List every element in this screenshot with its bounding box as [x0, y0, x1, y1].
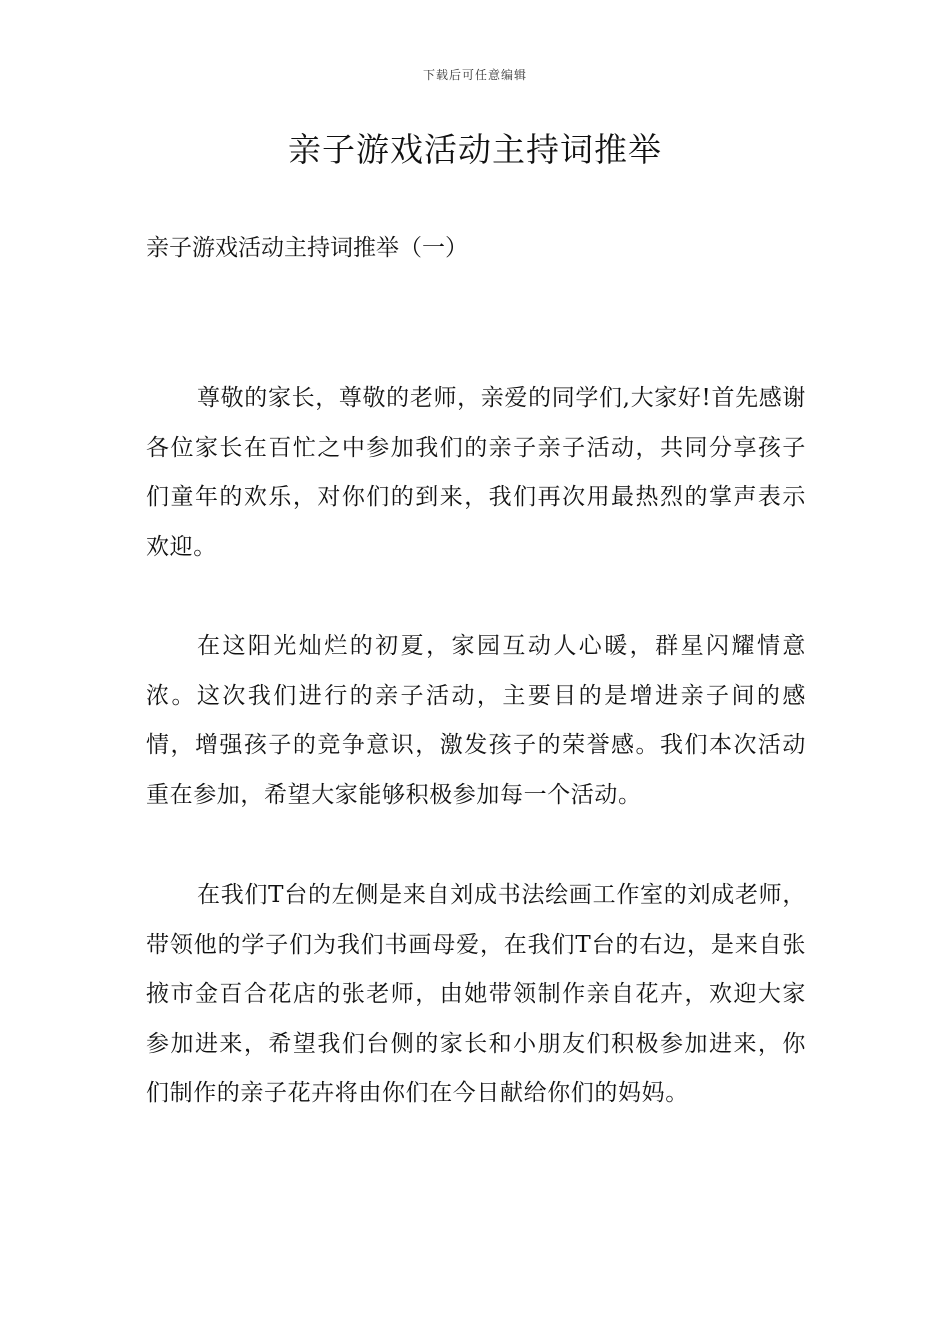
- document-title: 亲子游戏活动主持词推举: [288, 130, 662, 169]
- document-subtitle: 亲子游戏活动主持词推举（一）: [146, 235, 468, 261]
- paragraph-1: 尊敬的家长，尊敬的老师，亲爱的同学们,大家好!首先感谢各位家长在百忙之中参加我们的亲子亲子活动，共同分享孩子们童年的欢乐，对你们的到来，我们再次用最热烈的掌声表示欢迎。: [146, 385, 806, 560]
- paragraph-3: 在我们T台的左侧是来自刘成书法绘画工作室的刘成老师，带领他的学子们为我们书画母爱，在我们T台的右边，是来自张掖市金百合花店的张老师，由她带领制作亲自花卉，欢迎大家参加进来，希望我们台侧的家长和小朋友们积极参加进来，你们制作的亲子花卉将由你们在今日献给你们的妈妈。: [146, 882, 806, 1107]
- header-note: 下载后可任意编辑: [422, 68, 527, 82]
- paragraph-2: 在这阳光灿烂的初夏，家园互动人心暖，群星闪耀情意浓。这次我们进行的亲子活动，主要目的是增进亲子间的感情，增强孩子的竞争意识，激发孩子的荣誉感。我们本次活动重在参加，希望大家能够积极参加每一个活动。: [146, 633, 806, 808]
